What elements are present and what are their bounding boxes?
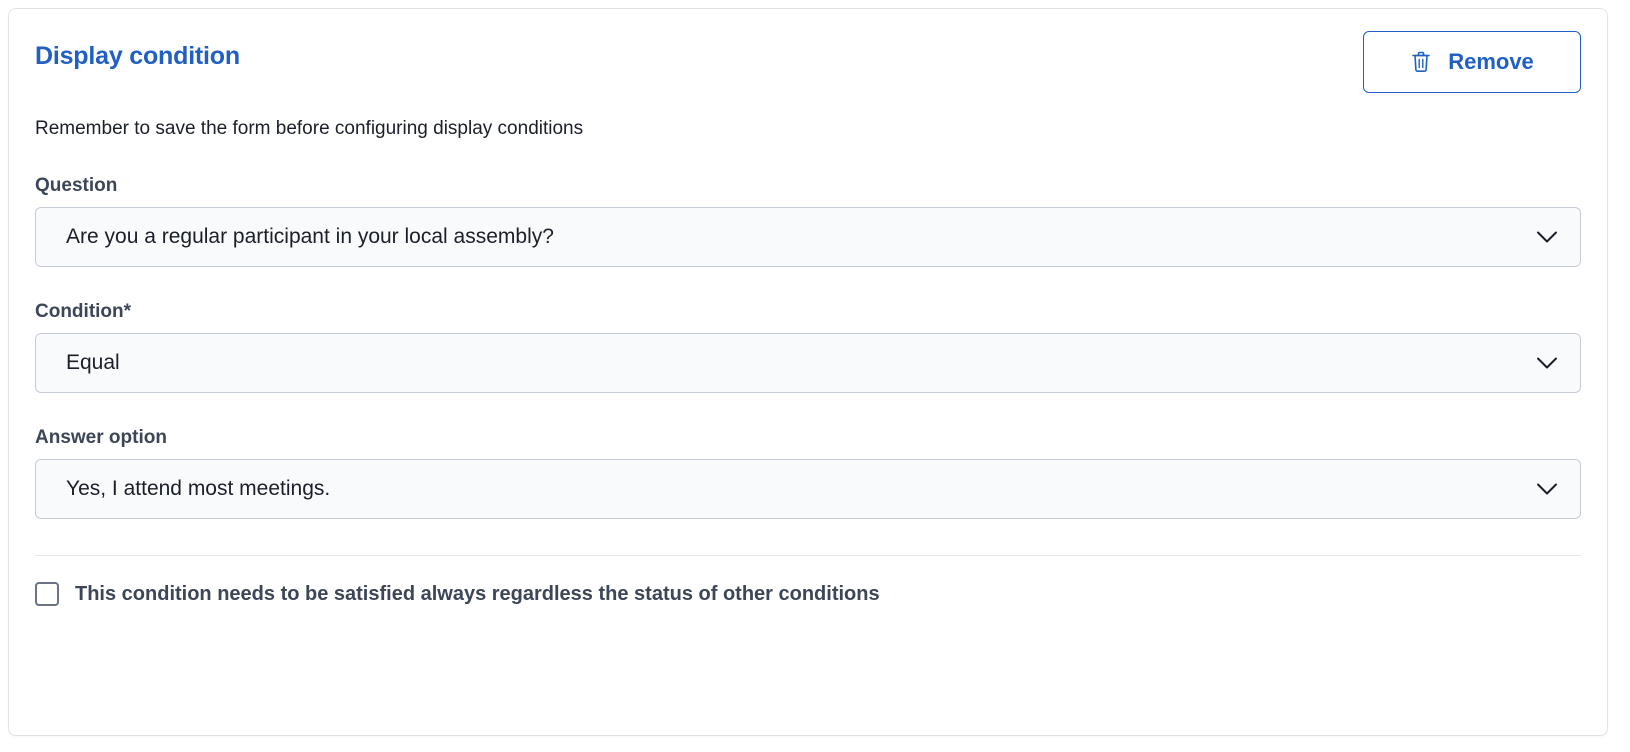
page-title: Display condition	[35, 42, 240, 70]
question-field	[35, 175, 1581, 267]
condition-label: Condition*	[35, 301, 132, 322]
panel-content	[35, 31, 1581, 606]
always-satisfied-row	[35, 582, 1581, 606]
trash-icon	[1410, 50, 1432, 74]
answer-option-select-value: Yes, I attend most meetings.	[66, 477, 331, 500]
always-satisfied-checkbox[interactable]	[35, 582, 59, 606]
answer-option-select[interactable]	[35, 459, 1581, 519]
save-hint-text: Remember to save the form before configuring display conditions	[35, 118, 584, 139]
condition-field	[35, 301, 1581, 393]
panel-header	[35, 31, 1581, 93]
remove-button[interactable]	[1363, 31, 1581, 93]
answer-option-field	[35, 427, 1581, 519]
chevron-down-icon	[1536, 356, 1558, 370]
condition-select[interactable]	[35, 333, 1581, 393]
chevron-down-icon	[1536, 230, 1558, 244]
section-divider	[35, 555, 1581, 556]
always-satisfied-label[interactable]: This condition needs to be satisfied always regardless the status of other conditions	[75, 582, 880, 605]
condition-select-value: Equal	[66, 351, 120, 374]
chevron-down-icon	[1536, 482, 1558, 496]
question-label: Question	[35, 175, 118, 196]
question-select-value: Are you a regular participant in your local assembly?	[66, 225, 554, 248]
remove-button-label: Remove	[1448, 49, 1534, 74]
answer-option-label: Answer option	[35, 427, 167, 448]
display-condition-panel	[8, 8, 1608, 736]
question-select[interactable]	[35, 207, 1581, 267]
